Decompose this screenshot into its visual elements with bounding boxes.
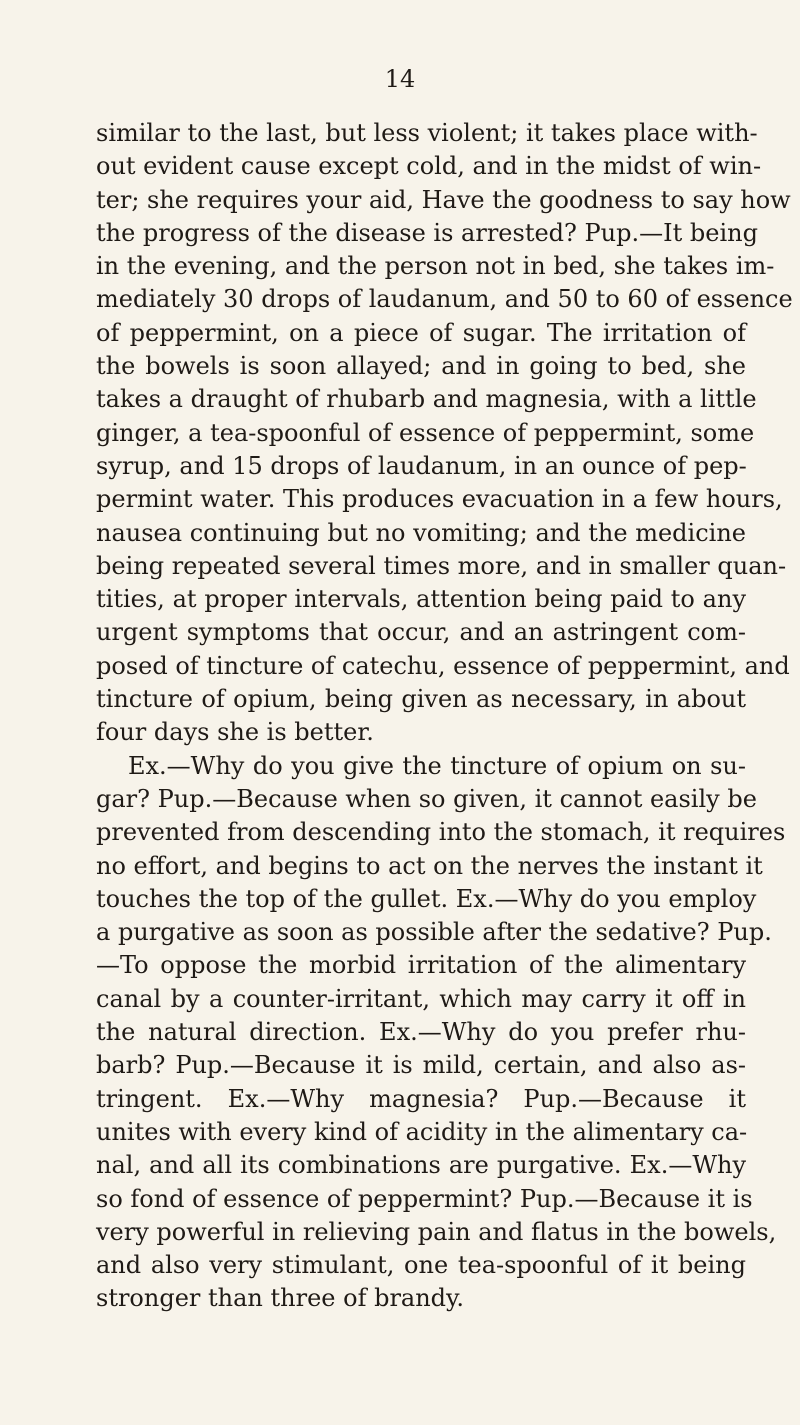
text-line: the progress of the disease is arrested? Pup.—It being xyxy=(96,218,758,247)
text-line: tities, at proper intervals, attention being paid to any xyxy=(96,585,746,614)
text-line: prevented from descending into the stomach, it requires xyxy=(96,818,786,847)
text-line: and also very stimulant, one tea-spoonful of it being xyxy=(96,1251,746,1280)
text-line: ter; she requires your aid, Have the goodness to say how xyxy=(96,185,791,214)
text-line: urgent symptoms that occur, and an astringent com- xyxy=(96,618,746,647)
text-line: no effort, and begins to act on the nerves the instant it xyxy=(96,851,763,880)
text-line: four days she is better. xyxy=(96,718,374,747)
body-text xyxy=(96,117,793,1316)
text-line: stronger than three of brandy. xyxy=(96,1284,465,1313)
text-line: so fond of essence of peppermint? Pup.—Because it is xyxy=(96,1184,753,1213)
text-line: takes a draught of rhubarb and magnesia, with a little xyxy=(96,385,757,414)
text-line: the natural direction. Ex.—Why do you prefer rhu- xyxy=(96,1018,746,1047)
text-line: tincture of opium, being given as necessary, in about xyxy=(96,685,746,714)
text-line: similar to the last, but less violent; it takes place with- xyxy=(96,119,758,147)
text-line: of peppermint, on a piece of sugar. The irritation of xyxy=(96,318,746,347)
text-line: unites with every kind of acidity in the alimentary ca- xyxy=(96,1117,748,1146)
text-line: the bowels is soon allayed; and in going to bed, she xyxy=(96,352,746,381)
text-line: ginger, a tea-spoonful of essence of peppermint, some xyxy=(96,418,755,447)
text-line: gar? Pup.—Because when so given, it cannot easily be xyxy=(96,784,757,813)
text-line: a purgative as soon as possible after the sedative? Pup. xyxy=(96,918,772,947)
text-line: barb? Pup.—Because it is mild, certain, and also as- xyxy=(96,1051,746,1080)
text-line: permint water. This produces evacuation in a few hours, xyxy=(96,485,783,514)
text-line: syrup, and 15 drops of laudanum, in an ounce of pep- xyxy=(96,451,747,480)
text-line: tringent. Ex.—Why magnesia? Pup.—Because it xyxy=(96,1084,746,1113)
text-line: posed of tincture of catechu, essence of peppermint, and xyxy=(96,651,790,680)
text-line: nausea continuing but no vomiting; and the medicine xyxy=(96,518,746,547)
text-line: out evident cause except cold, and in the midst of win- xyxy=(96,152,762,181)
text-line: being repeated several times more, and in smaller quan- xyxy=(96,551,787,580)
text-line: canal by a counter-irritant, which may carry it off in xyxy=(96,984,746,1013)
text-line: very powerful in relieving pain and flatus in the bowels, xyxy=(96,1217,777,1246)
page-number: 14 xyxy=(384,65,416,93)
text-line: touches the top of the gullet. Ex.—Why do you employ xyxy=(96,884,757,913)
text-line: —To oppose the morbid irritation of the alimentary xyxy=(96,951,746,980)
text-line: Ex.—Why do you give the tincture of opium on su- xyxy=(128,751,746,780)
text-line: nal, and all its combinations are purgative. Ex.—Why xyxy=(96,1151,746,1180)
text-line: in the evening, and the person not in bed, she takes im- xyxy=(96,252,775,281)
text-line: mediately 30 drops of laudanum, and 50 to 60 of essence xyxy=(96,285,793,314)
